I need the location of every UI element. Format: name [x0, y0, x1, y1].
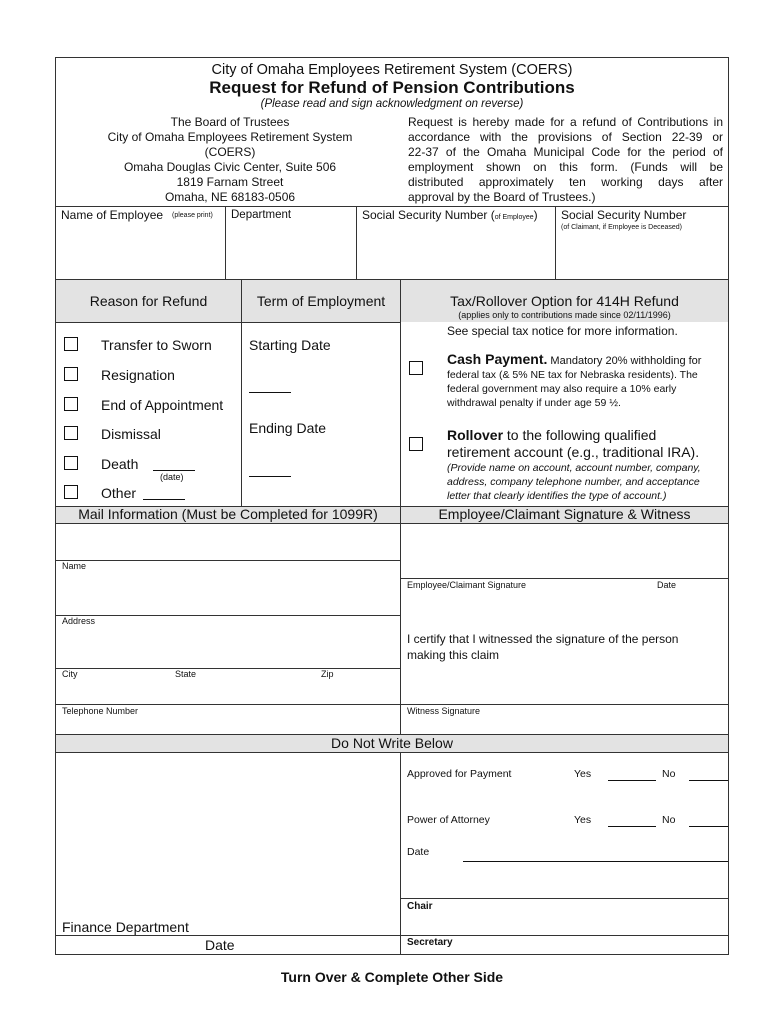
mail-telephone-field[interactable]: [56, 682, 400, 704]
footer-instruction: Turn Over & Complete Other Side: [280, 969, 504, 985]
office-use-header: Do Not Write Below: [331, 735, 453, 751]
tax-header-note: (applies only to contributions made since 02/11/1996): [458, 310, 671, 320]
starting-date-line[interactable]: [249, 392, 291, 393]
special-tax-notice: See special tax notice for more information.: [447, 324, 678, 338]
mail-name-label: Name: [62, 561, 87, 571]
org-name: City of Omaha Employees Retirement System (COERS): [211, 62, 573, 78]
form-title: Request for Refund of Pension Contributions: [209, 78, 575, 97]
chair-label: Chair: [407, 901, 433, 912]
mail-telephone-label: Telephone Number: [62, 706, 139, 716]
checkbox-icon: [64, 367, 78, 381]
cash-payment-checkbox[interactable]: [409, 361, 423, 375]
poa-no-line[interactable]: [689, 826, 728, 827]
mail-city-label: City: [62, 669, 78, 679]
rollover-line2: retirement account (e.g., traditional IRA).: [447, 444, 700, 460]
mail-address-label: Address: [62, 616, 96, 626]
checkbox-icon: [64, 397, 78, 411]
secretary-label: Secretary: [407, 937, 453, 948]
approved-no-line[interactable]: [689, 780, 728, 781]
other-reason-line[interactable]: [143, 499, 185, 500]
checkbox-icon: [64, 456, 78, 470]
cash-payment-label: Cash Payment.: [447, 351, 548, 367]
rollover-checkbox[interactable]: [409, 437, 423, 451]
reason-transfer-checkbox[interactable]: Transfer to Sworn: [62, 334, 238, 362]
finance-date-label: Date: [205, 937, 235, 953]
mail-city-state-zip-field[interactable]: [56, 627, 400, 668]
witness-signature-label: Witness Signature: [407, 706, 481, 716]
starting-date-label: Starting Date: [249, 337, 331, 353]
checkbox-icon: [64, 485, 78, 499]
power-of-attorney-label: Power of Attorney: [407, 814, 490, 826]
employee-name-field[interactable]: Name of Employee (please print): [61, 208, 213, 222]
ending-date-label: Ending Date: [249, 420, 327, 436]
checkbox-icon: [64, 337, 78, 351]
reason-dismissal-checkbox[interactable]: Dismissal: [62, 423, 238, 451]
mail-zip-label: Zip: [321, 669, 334, 679]
reason-resignation-checkbox[interactable]: Resignation: [62, 364, 238, 392]
mail-address-field[interactable]: [56, 572, 400, 614]
claimant-ssn-field[interactable]: Social Security Number (of Claimant, if Employee is Deceased): [561, 208, 687, 231]
reason-other-checkbox[interactable]: Other: [62, 483, 238, 505]
death-date-caption: (date): [160, 472, 184, 482]
approved-label: Approved for Payment: [407, 768, 512, 780]
checkbox-icon: [64, 426, 78, 440]
signature-date-label: Date: [657, 580, 677, 590]
form-subtitle: (Please read and sign acknowledgment on reverse): [260, 98, 524, 110]
office-date-line[interactable]: [463, 861, 728, 862]
mail-info-header: Mail Information (Must be Completed for 1099R): [78, 506, 378, 522]
reason-death-checkbox[interactable]: Death: [62, 453, 238, 483]
death-date-line[interactable]: [153, 470, 195, 471]
department-field[interactable]: Department: [231, 209, 292, 221]
office-date-label: Date: [407, 846, 430, 858]
mail-name-field[interactable]: [56, 524, 400, 560]
employee-signature-label: Employee/Claimant Signature: [407, 580, 527, 590]
term-header: Term of Employment: [256, 293, 386, 309]
ending-date-line[interactable]: [249, 476, 291, 477]
employee-signature-field[interactable]: [401, 524, 728, 578]
poa-yes-line[interactable]: [608, 826, 656, 827]
mail-state-label: State: [175, 669, 197, 679]
witness-signature-field[interactable]: [401, 668, 728, 704]
reason-end-of-appointment-checkbox[interactable]: End of Appointment: [62, 394, 238, 422]
rollover-label: Rollover: [447, 427, 504, 443]
tax-header: Tax/Rollover Option for 414H Refund: [450, 293, 679, 309]
employee-ssn-field[interactable]: Social Security Number (of Employee): [362, 208, 538, 222]
finance-department-label: Finance Department: [62, 919, 189, 935]
approved-yes-line[interactable]: [608, 780, 656, 781]
witness-certification: I certify that I witnessed the signature of the person: [407, 632, 679, 646]
reason-header: Reason for Refund: [89, 293, 208, 309]
signature-header: Employee/Claimant Signature & Witness: [438, 506, 691, 522]
